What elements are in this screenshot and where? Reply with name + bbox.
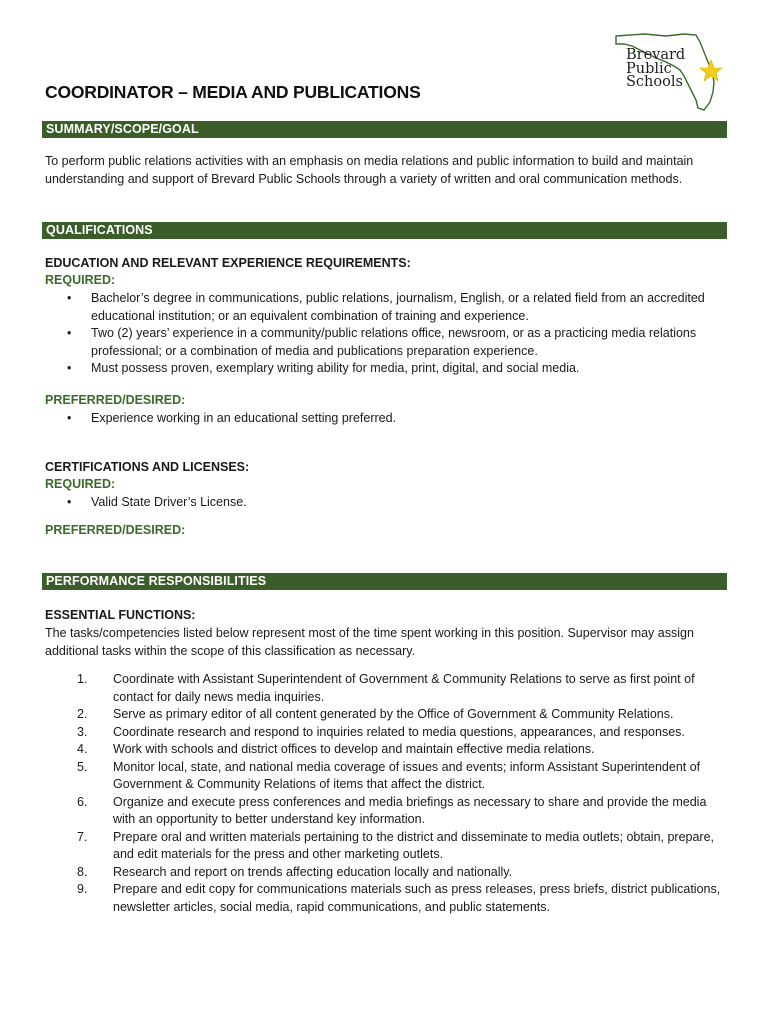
essential-functions-intro: The tasks/competencies listed below represent most of the time spent working in this position. Supervisor may assign additional tasks within the scope of this classification as necessary. — [45, 626, 694, 658]
bullet-icon: • — [67, 411, 72, 425]
certifications-preferred-label: PREFERRED/DESIRED: — [45, 523, 186, 537]
item-number: 3. — [77, 724, 88, 739]
list-item: 7. Prepare oral and written materials pertaining to the district and disseminate to media outlets; obtain, prepare, and edit materials for the press and other marketing outlets. — [77, 829, 715, 861]
list-item: 8. Research and report on trends affecting education locally and nationally. — [45, 864, 727, 882]
list-item: 6. Organize and execute press conferences and media briefings as necessary to share and provide the media with an opportunity to better understand key information. — [77, 794, 707, 826]
certifications-heading: CERTIFICATIONS AND LICENSES: — [45, 460, 250, 474]
education-heading: EDUCATION AND RELEVANT EXPERIENCE REQUIREMENTS: — [45, 256, 411, 270]
item-number: 5. — [77, 759, 88, 774]
section-header-performance: PERFORMANCE RESPONSIBILITIES — [42, 573, 727, 590]
star-icon — [700, 60, 722, 81]
item-number: 7. — [77, 829, 88, 844]
bullet-icon: • — [67, 291, 72, 305]
list-item: 4. Work with schools and district offices to develop and maintain effective media relations. — [45, 741, 727, 759]
item-number: 2. — [77, 707, 88, 721]
item-number: 8. — [77, 864, 88, 879]
essential-functions-heading: ESSENTIAL FUNCTIONS: — [45, 608, 196, 622]
logo-line-2: Public — [626, 60, 672, 77]
education-preferred-list — [45, 410, 725, 428]
logo-line-1: Brevard — [626, 47, 686, 63]
item-number: 1. — [77, 672, 88, 686]
certifications-required-list — [45, 494, 725, 512]
section-header-qualifications: QUALIFICATIONS — [42, 222, 727, 239]
logo-wordmark — [626, 49, 685, 90]
bullet-icon: • — [67, 495, 72, 509]
list-item: 1. Coordinate with Assistant Superintendent of Government & Community Relations to serve as first point of contact for daily news media inquiries. — [77, 672, 695, 704]
list-item: • Experience working in an educational setting preferred. — [45, 410, 725, 428]
item-number: 6. — [77, 794, 88, 809]
list-item: 3. Coordinate research and respond to inquiries related to media questions, appearances, and responses. — [45, 724, 727, 742]
logo-line-3: Schools — [626, 74, 683, 90]
essential-functions-list — [45, 671, 727, 916]
list-item: 5. Monitor local, state, and national media coverage of issues and events; inform Assistant Superintendent of Government & Community Relations of items that affect the district. — [77, 759, 701, 791]
bullet-icon: • — [67, 326, 72, 340]
summary-text: To perform public relations activities with an emphasis on media relations and public information to build and maintain understanding and support of Brevard Public Schools through a variety of written and oral communication methods. — [45, 154, 694, 186]
certifications-required-label: REQUIRED: — [45, 477, 116, 491]
item-number: 4. — [77, 742, 88, 756]
brevard-public-schools-logo — [604, 26, 730, 114]
list-item: • Valid State Driver’s License. — [45, 494, 725, 512]
item-number: 9. — [77, 882, 88, 896]
education-preferred-label: PREFERRED/DESIRED: — [45, 393, 186, 407]
list-item: 9. Prepare and edit copy for communications materials such as press releases, press briefs, district publications, newsletter articles, social media, rapid communications, and public statements. — [77, 882, 721, 914]
education-required-list — [45, 290, 725, 378]
education-required-label: REQUIRED: — [45, 273, 116, 287]
bullet-icon: • — [67, 361, 72, 375]
list-item: • Must possess proven, exemplary writing ability for media, print, digital, and social media. — [45, 360, 725, 378]
document-title: COORDINATOR – MEDIA AND PUBLICATIONS — [45, 82, 421, 102]
list-item: • Two (2) years’ experience in a community/public relations office, newsroom, or as a practicing media relations professional; or a combination of media and publications preparation experience. — [67, 326, 697, 358]
section-header-summary: SUMMARY/SCOPE/GOAL — [42, 121, 727, 138]
list-item: 2. Serve as primary editor of all content generated by the Office of Government & Community Relations. — [45, 706, 727, 724]
list-item: • Bachelor’s degree in communications, public relations, journalism, English, or a related field from an accredited educational institution; or an equivalent combination of training and experience. — [67, 291, 705, 323]
